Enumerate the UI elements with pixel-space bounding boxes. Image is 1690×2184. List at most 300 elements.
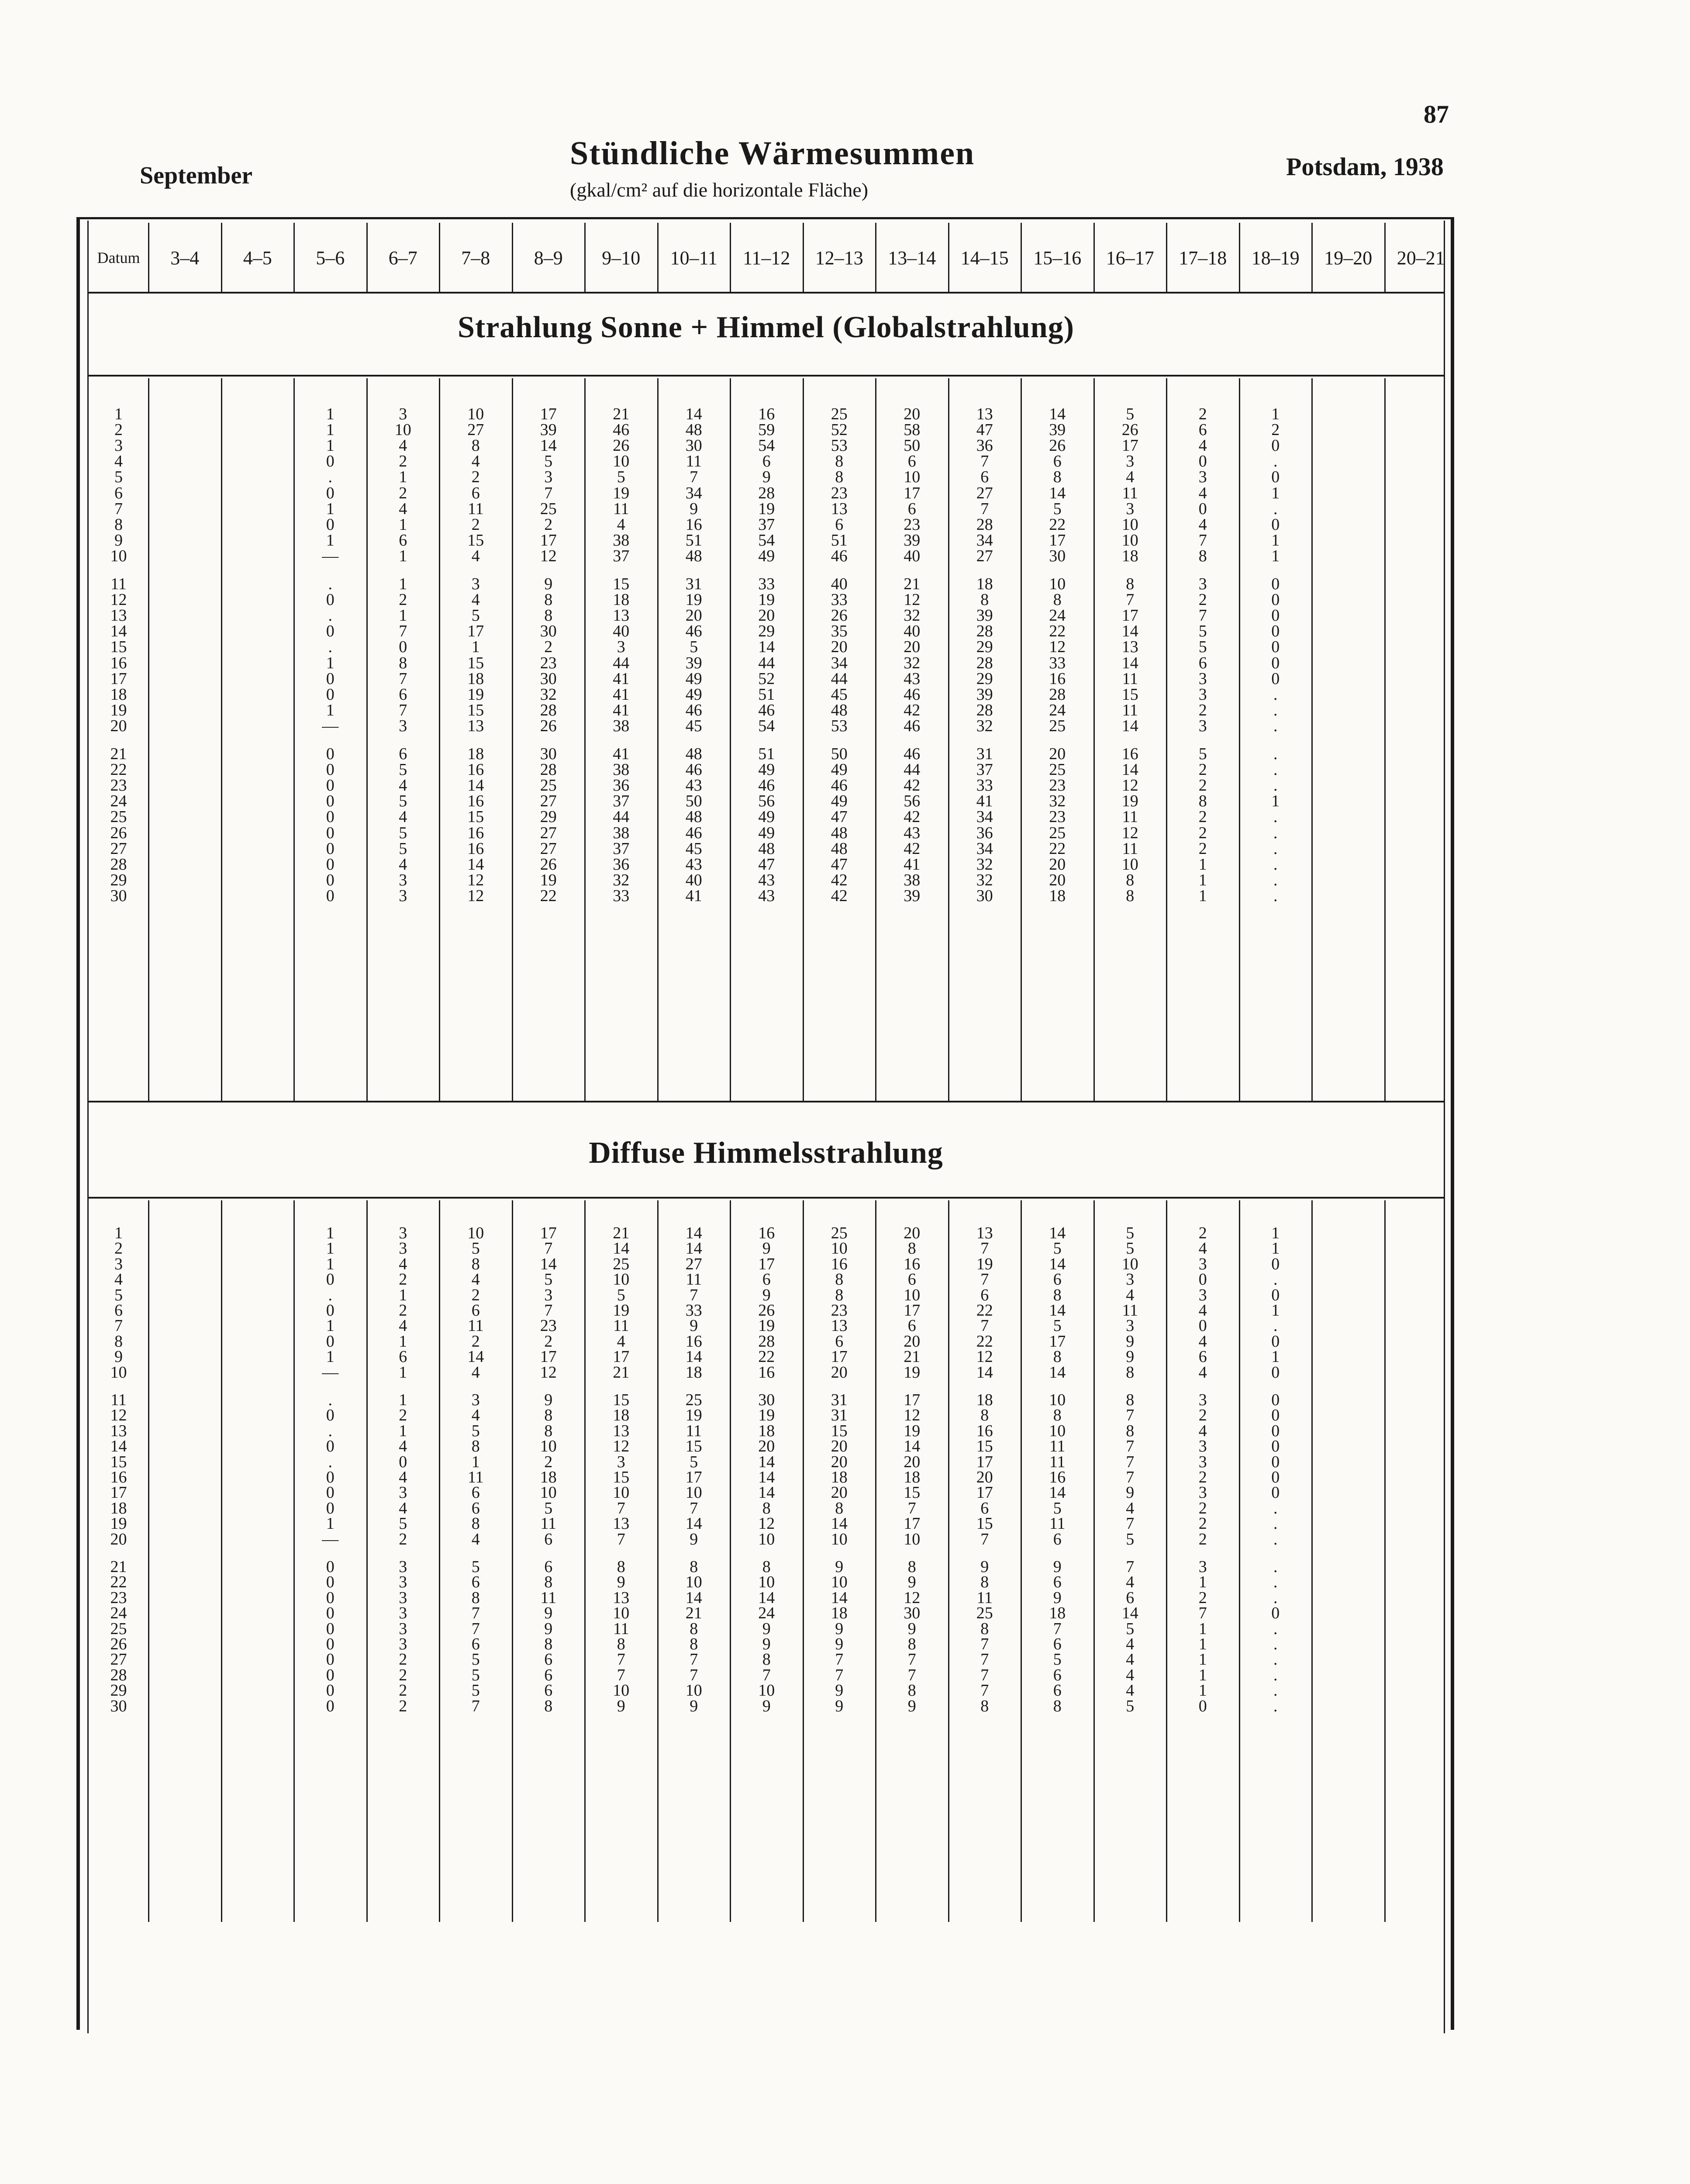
value-cell: 11 bbox=[540, 1514, 557, 1533]
value-cell: 4 bbox=[399, 808, 407, 826]
value-cell: 49 bbox=[758, 546, 775, 565]
value-cell: 5 bbox=[399, 839, 407, 858]
value-cell: 11 bbox=[1122, 669, 1138, 688]
value-cell: 11 bbox=[467, 1468, 484, 1486]
value-cell: 0 bbox=[326, 1635, 335, 1653]
value-cell: 11 bbox=[613, 1317, 629, 1335]
header-column-divider bbox=[366, 223, 368, 293]
value-cell: 5 bbox=[1053, 1239, 1062, 1258]
value-cell: 17 bbox=[613, 1348, 630, 1366]
value-cell: 1 bbox=[326, 1254, 335, 1273]
value-cell: 26 bbox=[831, 606, 848, 625]
value-cell: 21 bbox=[613, 1363, 630, 1382]
value-cell: 3 bbox=[1198, 1558, 1207, 1576]
value-cell: 10 bbox=[467, 1224, 484, 1242]
value-cell: 3 bbox=[1198, 1254, 1207, 1273]
value-cell: 14 bbox=[685, 1239, 702, 1258]
value-cell: 8 bbox=[544, 1635, 553, 1653]
value-cell: 7 bbox=[980, 1530, 989, 1548]
value-cell: 4 bbox=[1126, 1666, 1135, 1684]
value-cell: 48 bbox=[758, 839, 775, 858]
value-cell: 1 bbox=[326, 1348, 335, 1366]
value-cell: 14 bbox=[758, 1588, 775, 1607]
value-cell: 32 bbox=[540, 685, 557, 704]
value-cell: 41 bbox=[613, 745, 630, 763]
value-cell: 1 bbox=[1271, 1348, 1280, 1366]
value-cell: 3 bbox=[1198, 1437, 1207, 1456]
value-cell: 12 bbox=[1121, 823, 1138, 842]
value-cell: 7 bbox=[617, 1530, 625, 1548]
header-column-divider bbox=[1384, 223, 1386, 293]
value-cell: 7 bbox=[690, 1666, 698, 1684]
value-cell: 15 bbox=[685, 1437, 702, 1456]
value-cell: 32 bbox=[976, 716, 993, 735]
value-cell: 40 bbox=[904, 546, 921, 565]
value-cell: 0 bbox=[326, 1270, 335, 1289]
value-cell: 2 bbox=[1198, 1499, 1207, 1517]
value-cell: 4 bbox=[399, 1499, 407, 1517]
value-cell: 4 bbox=[1198, 1239, 1207, 1258]
value-cell: 5 bbox=[471, 1681, 480, 1700]
value-cell: 21 bbox=[613, 405, 630, 423]
value-cell: . bbox=[1273, 1317, 1278, 1335]
value-cell: 32 bbox=[904, 653, 921, 672]
value-cell: 18 bbox=[1049, 1604, 1066, 1623]
value-cell: 23 bbox=[540, 653, 557, 672]
value-cell: 16 bbox=[685, 1332, 702, 1351]
value-cell: 5 bbox=[1126, 1697, 1135, 1715]
value-cell: 0 bbox=[1271, 591, 1280, 609]
value-cell: 12 bbox=[1049, 638, 1066, 657]
column-header: 10–11 bbox=[670, 247, 717, 269]
value-cell: 3 bbox=[471, 1391, 480, 1409]
value-cell: 9 bbox=[907, 1619, 916, 1638]
value-cell: 1 bbox=[326, 436, 335, 455]
header-column-divider bbox=[1166, 223, 1167, 293]
value-cell: 4 bbox=[399, 1254, 407, 1273]
value-cell: 1 bbox=[1271, 1224, 1280, 1242]
value-cell: 14 bbox=[1049, 1483, 1066, 1502]
value-cell: 11 bbox=[686, 452, 702, 471]
value-cell: 8 bbox=[544, 1697, 553, 1715]
column-header: 15–16 bbox=[1033, 247, 1082, 269]
column-divider bbox=[1384, 1200, 1386, 1922]
value-cell: 51 bbox=[685, 531, 702, 549]
value-cell: 53 bbox=[831, 436, 848, 455]
datum-cell: 20 bbox=[110, 716, 127, 735]
value-cell: . bbox=[1273, 808, 1278, 826]
value-cell: 12 bbox=[904, 1588, 921, 1607]
value-cell: 36 bbox=[976, 436, 993, 455]
value-cell: 6 bbox=[980, 1286, 989, 1304]
value-cell: 9 bbox=[690, 499, 698, 518]
value-cell: 0 bbox=[1198, 1697, 1207, 1715]
value-cell: 37 bbox=[613, 792, 630, 811]
value-cell: 40 bbox=[685, 871, 702, 889]
value-cell: 20 bbox=[831, 1363, 848, 1382]
value-cell: 8 bbox=[980, 1406, 989, 1425]
value-cell: 14 bbox=[685, 405, 702, 423]
value-cell: 49 bbox=[758, 823, 775, 842]
value-cell: 24 bbox=[1049, 606, 1066, 625]
value-cell: 10 bbox=[1121, 1254, 1138, 1273]
value-cell: 11 bbox=[613, 1619, 629, 1638]
value-cell: 13 bbox=[613, 1421, 630, 1440]
value-cell: 17 bbox=[976, 1483, 993, 1502]
value-cell: 10 bbox=[394, 421, 411, 439]
value-cell: 13 bbox=[976, 1224, 993, 1242]
value-cell: 5 bbox=[617, 468, 625, 487]
value-cell: 58 bbox=[904, 421, 921, 439]
value-cell: 1 bbox=[1198, 1681, 1207, 1700]
value-cell: . bbox=[328, 638, 332, 657]
value-cell: 7 bbox=[980, 1317, 989, 1335]
value-cell: 15 bbox=[613, 575, 630, 593]
value-cell: 20 bbox=[904, 405, 921, 423]
value-cell: 21 bbox=[904, 1348, 921, 1366]
value-cell: 20 bbox=[685, 606, 702, 625]
value-cell: 9 bbox=[1126, 1348, 1135, 1366]
value-cell: 13 bbox=[613, 1588, 630, 1607]
horizontal-rule bbox=[89, 375, 1444, 377]
value-cell: . bbox=[328, 575, 332, 593]
value-cell: 14 bbox=[976, 1363, 993, 1382]
value-cell: 4 bbox=[471, 1406, 480, 1425]
value-cell: 0 bbox=[326, 1573, 335, 1592]
value-cell: 7 bbox=[617, 1666, 625, 1684]
value-cell: 20 bbox=[976, 1468, 993, 1486]
value-cell: 1 bbox=[399, 546, 407, 565]
value-cell: 9 bbox=[1126, 1483, 1135, 1502]
value-cell: 16 bbox=[467, 760, 484, 779]
datum-cell: 5 bbox=[114, 1286, 123, 1304]
value-cell: 8 bbox=[835, 1270, 844, 1289]
column-header: 6–7 bbox=[388, 247, 417, 269]
value-cell: 4 bbox=[1126, 1499, 1135, 1517]
value-cell: 44 bbox=[831, 669, 848, 688]
value-cell: 20 bbox=[1049, 745, 1066, 763]
value-cell: 13 bbox=[613, 1514, 630, 1533]
value-cell: 3 bbox=[1198, 468, 1207, 487]
value-cell: 0 bbox=[1198, 1270, 1207, 1289]
value-cell: 3 bbox=[1126, 1317, 1135, 1335]
value-cell: 17 bbox=[685, 1468, 702, 1486]
value-cell: 18 bbox=[1121, 546, 1138, 565]
value-cell: 42 bbox=[904, 808, 921, 826]
value-cell: 25 bbox=[540, 499, 557, 518]
value-cell: 5 bbox=[471, 1421, 480, 1440]
value-cell: 0 bbox=[326, 760, 335, 779]
datum-cell: 11 bbox=[110, 1391, 127, 1409]
value-cell: 19 bbox=[613, 484, 630, 502]
value-cell: 46 bbox=[904, 716, 921, 735]
value-cell: 0 bbox=[1271, 1406, 1280, 1425]
value-cell: 1 bbox=[1271, 531, 1280, 549]
value-cell: 6 bbox=[1198, 1348, 1207, 1366]
value-cell: 3 bbox=[399, 1619, 407, 1638]
value-cell: 28 bbox=[976, 701, 993, 719]
value-cell: 30 bbox=[540, 669, 557, 688]
value-cell: 19 bbox=[467, 685, 484, 704]
value-cell: 9 bbox=[835, 1558, 844, 1576]
value-cell: 5 bbox=[544, 1270, 553, 1289]
value-cell: 3 bbox=[399, 1224, 407, 1242]
value-cell: 7 bbox=[907, 1666, 916, 1684]
value-cell: 0 bbox=[326, 839, 335, 858]
value-cell: 35 bbox=[831, 622, 848, 641]
datum-cell: 30 bbox=[110, 1697, 127, 1715]
value-cell: 4 bbox=[1126, 1286, 1135, 1304]
value-cell: 46 bbox=[758, 776, 775, 795]
value-cell: 31 bbox=[831, 1406, 848, 1425]
section-title: Strahlung Sonne + Himmel (Globalstrahlung) bbox=[457, 311, 1075, 344]
value-cell: 0 bbox=[326, 808, 335, 826]
value-cell: 22 bbox=[1049, 622, 1066, 641]
datum-cell: 11 bbox=[110, 575, 127, 593]
value-cell: 9 bbox=[544, 1604, 553, 1623]
value-cell: 12 bbox=[613, 1437, 630, 1456]
value-cell: 3 bbox=[399, 1588, 407, 1607]
value-cell: 0 bbox=[1271, 1254, 1280, 1273]
value-cell: 36 bbox=[613, 776, 630, 795]
value-cell: 18 bbox=[613, 1406, 630, 1425]
value-cell: 7 bbox=[1126, 1558, 1135, 1576]
value-cell: 0 bbox=[326, 1332, 335, 1351]
value-cell: 6 bbox=[762, 1270, 771, 1289]
value-cell: 24 bbox=[758, 1604, 775, 1623]
value-cell: 15 bbox=[976, 1514, 993, 1533]
column-header: 7–8 bbox=[461, 247, 490, 269]
value-cell: 8 bbox=[907, 1635, 916, 1653]
value-cell: . bbox=[1273, 1270, 1278, 1289]
value-cell: 6 bbox=[907, 1317, 916, 1335]
column-header: 17–18 bbox=[1179, 247, 1227, 269]
value-cell: 10 bbox=[685, 1573, 702, 1592]
value-cell: 19 bbox=[758, 591, 775, 609]
value-cell: 7 bbox=[1126, 1452, 1135, 1471]
value-cell: 0 bbox=[326, 622, 335, 641]
value-cell: 14 bbox=[685, 1588, 702, 1607]
value-cell: 14 bbox=[467, 776, 484, 795]
value-cell: 14 bbox=[831, 1588, 848, 1607]
value-cell: 2 bbox=[1198, 701, 1207, 719]
value-cell: 8 bbox=[1126, 575, 1135, 593]
value-cell: 15 bbox=[613, 1468, 630, 1486]
value-cell: 4 bbox=[617, 515, 625, 534]
value-cell: 7 bbox=[1053, 1619, 1062, 1638]
value-cell: 4 bbox=[399, 1437, 407, 1456]
value-cell: 38 bbox=[613, 823, 630, 842]
column-divider bbox=[1384, 378, 1386, 1101]
header-column-divider bbox=[584, 223, 586, 293]
value-cell: 3 bbox=[544, 468, 553, 487]
value-cell: 36 bbox=[976, 823, 993, 842]
value-cell: 3 bbox=[471, 575, 480, 593]
value-cell: 23 bbox=[1049, 808, 1066, 826]
value-cell: 6 bbox=[544, 1666, 553, 1684]
value-cell: — bbox=[322, 1363, 339, 1382]
value-cell: 11 bbox=[613, 499, 629, 518]
value-cell: 20 bbox=[1049, 871, 1066, 889]
value-cell: 5 bbox=[399, 823, 407, 842]
value-cell: 39 bbox=[976, 685, 993, 704]
value-cell: 2 bbox=[399, 1697, 407, 1715]
value-cell: 2 bbox=[1198, 405, 1207, 423]
value-cell: 43 bbox=[685, 776, 702, 795]
value-cell: 3 bbox=[399, 1604, 407, 1623]
value-cell: 0 bbox=[1271, 1604, 1280, 1623]
value-cell: 6 bbox=[471, 1483, 480, 1502]
value-cell: 6 bbox=[471, 1499, 480, 1517]
datum-cell: 8 bbox=[114, 515, 123, 534]
datum-cell: 15 bbox=[110, 1452, 127, 1471]
value-cell: 48 bbox=[685, 421, 702, 439]
horizontal-rule bbox=[89, 292, 1444, 294]
value-cell: 10 bbox=[685, 1681, 702, 1700]
value-cell: 18 bbox=[831, 1604, 848, 1623]
value-cell: 0 bbox=[326, 1681, 335, 1700]
value-cell: 1 bbox=[1271, 546, 1280, 565]
value-cell: 29 bbox=[758, 622, 775, 641]
value-cell: 22 bbox=[976, 1301, 993, 1320]
value-cell: 41 bbox=[613, 685, 630, 704]
value-cell: 2 bbox=[399, 484, 407, 502]
column-header: 20–21 bbox=[1397, 247, 1445, 269]
value-cell: 7 bbox=[544, 1301, 553, 1320]
value-cell: 3 bbox=[399, 886, 407, 905]
value-cell: 0 bbox=[326, 1468, 335, 1486]
value-cell: 14 bbox=[1121, 760, 1138, 779]
value-cell: 25 bbox=[1049, 823, 1066, 842]
value-cell: 14 bbox=[831, 1514, 848, 1533]
value-cell: 3 bbox=[399, 1483, 407, 1502]
value-cell: 27 bbox=[685, 1254, 702, 1273]
datum-cell: 26 bbox=[110, 823, 127, 842]
column-header: 18–19 bbox=[1251, 247, 1300, 269]
datum-cell: 6 bbox=[114, 484, 123, 502]
value-cell: 30 bbox=[1049, 546, 1066, 565]
value-cell: 6 bbox=[544, 1650, 553, 1669]
value-cell: 20 bbox=[831, 1437, 848, 1456]
value-cell: 8 bbox=[1126, 886, 1135, 905]
value-cell: 1 bbox=[399, 1421, 407, 1440]
value-cell: 49 bbox=[685, 669, 702, 688]
value-cell: 0 bbox=[326, 1406, 335, 1425]
value-cell: 3 bbox=[399, 1558, 407, 1576]
column-header: 8–9 bbox=[534, 247, 563, 269]
value-cell: 21 bbox=[685, 1604, 702, 1623]
value-cell: 7 bbox=[980, 1239, 989, 1258]
datum-cell: 13 bbox=[110, 606, 127, 625]
value-cell: 6 bbox=[1053, 1635, 1062, 1653]
datum-cell: 2 bbox=[114, 421, 123, 439]
value-cell: 0 bbox=[326, 1650, 335, 1669]
value-cell: . bbox=[328, 606, 332, 625]
datum-cell: 14 bbox=[110, 1437, 127, 1456]
value-cell: 46 bbox=[685, 760, 702, 779]
value-cell: 46 bbox=[685, 622, 702, 641]
value-cell: 7 bbox=[762, 1666, 771, 1684]
value-cell: 14 bbox=[758, 1468, 775, 1486]
value-cell: 6 bbox=[399, 685, 407, 704]
value-cell: 45 bbox=[831, 685, 848, 704]
value-cell: 20 bbox=[758, 1437, 775, 1456]
value-cell: 9 bbox=[762, 1286, 771, 1304]
value-cell: . bbox=[1273, 886, 1278, 905]
value-cell: 34 bbox=[831, 653, 848, 672]
value-cell: 42 bbox=[904, 839, 921, 858]
value-cell: 0 bbox=[326, 1499, 335, 1517]
value-cell: 16 bbox=[685, 515, 702, 534]
value-cell: 14 bbox=[613, 1239, 630, 1258]
value-cell: 12 bbox=[540, 546, 557, 565]
value-cell: 12 bbox=[976, 1348, 993, 1366]
value-cell: 3 bbox=[544, 1286, 553, 1304]
value-cell: 1 bbox=[326, 499, 335, 518]
value-cell: 8 bbox=[980, 1573, 989, 1592]
value-cell: 12 bbox=[540, 1363, 557, 1382]
column-divider bbox=[221, 378, 222, 1101]
value-cell: 0 bbox=[1271, 515, 1280, 534]
value-cell: 14 bbox=[1121, 622, 1138, 641]
datum-cell: 15 bbox=[110, 638, 127, 657]
datum-cell: 1 bbox=[114, 1224, 123, 1242]
value-cell: 6 bbox=[1053, 1270, 1062, 1289]
value-cell: 7 bbox=[544, 484, 553, 502]
value-cell: 17 bbox=[904, 1301, 921, 1320]
value-cell: 43 bbox=[904, 823, 921, 842]
value-cell: 49 bbox=[831, 760, 848, 779]
datum-cell: 25 bbox=[110, 808, 127, 826]
value-cell: 13 bbox=[976, 405, 993, 423]
value-cell: 6 bbox=[471, 1635, 480, 1653]
value-cell: 0 bbox=[1271, 653, 1280, 672]
value-cell: 14 bbox=[1049, 1363, 1066, 1382]
value-cell: 5 bbox=[399, 792, 407, 811]
value-cell: 9 bbox=[617, 1697, 625, 1715]
datum-cell: 23 bbox=[110, 776, 127, 795]
value-cell: 28 bbox=[976, 515, 993, 534]
datum-cell: 10 bbox=[110, 546, 127, 565]
value-cell: 9 bbox=[1053, 1558, 1062, 1576]
value-cell: 5 bbox=[1053, 499, 1062, 518]
value-cell: 3 bbox=[399, 716, 407, 735]
value-cell: 0 bbox=[326, 1437, 335, 1456]
value-cell: 22 bbox=[1049, 839, 1066, 858]
value-cell: 44 bbox=[613, 653, 630, 672]
value-cell: 53 bbox=[831, 716, 848, 735]
value-cell: 23 bbox=[831, 1301, 848, 1320]
value-cell: 54 bbox=[758, 531, 775, 549]
value-cell: 48 bbox=[831, 823, 848, 842]
column-header: 19–20 bbox=[1324, 247, 1373, 269]
value-cell: 19 bbox=[976, 1254, 993, 1273]
header-column-divider bbox=[1093, 223, 1095, 293]
value-cell: 14 bbox=[467, 1348, 484, 1366]
value-cell: 3 bbox=[1198, 575, 1207, 593]
value-cell: 15 bbox=[613, 1391, 630, 1409]
value-cell: 2 bbox=[544, 1332, 553, 1351]
value-cell: 16 bbox=[1049, 1468, 1066, 1486]
value-cell: 9 bbox=[544, 575, 553, 593]
value-cell: 8 bbox=[1198, 792, 1207, 811]
value-cell: 8 bbox=[1126, 1391, 1135, 1409]
value-cell: 5 bbox=[1198, 638, 1207, 657]
value-cell: 49 bbox=[685, 685, 702, 704]
value-cell: 1 bbox=[399, 1286, 407, 1304]
datum-cell: 3 bbox=[114, 436, 123, 455]
value-cell: 10 bbox=[540, 1483, 557, 1502]
